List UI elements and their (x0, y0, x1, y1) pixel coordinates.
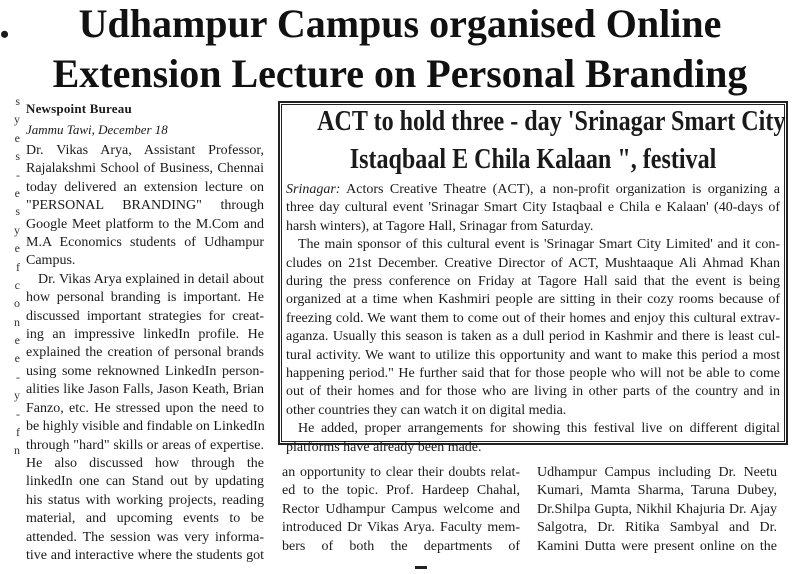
text-line: during the press conference on Friday at Tagore Hall said that the event is being (286, 274, 780, 290)
text-line: Dr. Vikas Arya, Assistant Professor, (26, 143, 264, 158)
gutter-fragment: y (14, 112, 20, 127)
byline-bureau: Newspoint Bureau (26, 101, 132, 116)
gutter-fragment: y (14, 388, 20, 403)
text-line: harsh winters), at Tagore Hall, Srinagar from Saturday. (286, 218, 594, 234)
text-line (286, 181, 780, 199)
page-fold-mark (415, 566, 427, 569)
text-line: "PERSONAL BRANDING" through (26, 198, 264, 214)
text-line: bers of both the departments of (282, 538, 520, 554)
text-line: Kumari, Mamta Sharma, Taruna Dubey, (537, 483, 777, 499)
gutter-fragment: e (14, 241, 20, 256)
gutter-fragment: e (14, 351, 20, 366)
text-line: The main sponsor of this cultural event is 'Srinagar Smart City Limited' and it con- (298, 237, 780, 253)
gutter-fragment: e (14, 185, 20, 200)
text-line: three day cultural event 'Srinagar Smart City Istaqbaal e Chila e Kalaan' (40-days of (286, 200, 780, 216)
text-line: discussed important strategies for creat- (26, 308, 264, 324)
text-line: other countries they can watch it on digital media. (286, 402, 567, 418)
boxed-article-title-line-2: Istaqbaal E Chila Kalaan ", festival (349, 144, 717, 175)
gutter-fragment: f (16, 425, 20, 440)
article-column-3 (537, 464, 777, 556)
text-line: ing an impressive linkedIn profile. He (26, 327, 264, 343)
gutter-fragment: e (14, 333, 20, 348)
text-line: linkedIn one can Stand out by updating (26, 474, 264, 490)
text-line: material, and upcoming events to be (26, 511, 264, 527)
text-line: Salgotra, Dr. Ritika Sambyal and Dr. (537, 520, 777, 536)
text-line: platforms have already been made. (286, 439, 482, 455)
text-fragment: Actors Creative Theatre (ACT), a non-profit organization is organizing a (340, 182, 780, 197)
text-line: happening period." He further said that for those people who will not be able to come (286, 366, 780, 382)
gutter-fragment: n (14, 314, 20, 329)
gutter-fragment: - (16, 369, 20, 384)
text-line: He also discussed how through the (26, 455, 264, 471)
gutter-fragment: o (14, 296, 20, 311)
text-line: He added, proper arrangements for showing this festival live on different digital (298, 421, 780, 437)
gutter-fragment: - (16, 406, 20, 421)
gutter-fragment: s (15, 149, 20, 164)
gutter-fragment: s (15, 204, 20, 219)
text-line: organized at a time when Kashmiri people are sitting in their cozy rooms because of (286, 292, 780, 308)
text-line: freezing cold. We want them to come out of their homes and enjoy this cultural extrav- (286, 310, 780, 326)
text-line: M.A Economics students of Udhampur (26, 235, 264, 251)
text-line: Dr.Shilpa Gupta, Nikhil Khajuria Dr. Ajay (537, 501, 777, 517)
left-gutter-fragments (0, 92, 20, 460)
text-line: explained the creation of personal brands (26, 345, 264, 361)
text-line: Rector Udhampur Campus welcome and (282, 501, 520, 517)
dateline: Jammu Tawi, December 18 (26, 122, 168, 137)
text-line: Udhampur Campus including Dr. Neetu (537, 465, 777, 480)
text-line: using some reknowned LinkedIn person- (26, 363, 264, 379)
text-line: Google Meet platform to the M.Com and (26, 216, 264, 232)
headline-line-1: Udhampur Campus organised Online (78, 1, 722, 46)
bullet-mark: • (0, 20, 10, 49)
text-line: tive and interactive where the students got (26, 547, 264, 563)
gutter-fragment: e (14, 130, 20, 145)
article-column-2 (282, 464, 520, 556)
text-line: cludes on 21st December. Creative Director of ACT, Mushtaaque Ali Ahmad Khan (286, 255, 780, 271)
text-line: how personal branding is important. He (26, 290, 264, 306)
text-line: today delivered an extension lecture on (26, 179, 264, 195)
text-line: Campus. (26, 253, 76, 269)
text-line: out of their homes and for those who are living in other parts of the country and in (286, 384, 780, 400)
gutter-fragment: - (16, 167, 20, 182)
text-line: ed to the topic. Prof. Hardeep Chahal, (282, 483, 520, 499)
text-line: alities like Jason Falls, Jason Keath, Brian (26, 382, 264, 398)
text-line: be highly visible and findable on LinkedIn (26, 419, 265, 435)
text-line: attended. The session was very informa- (26, 529, 264, 545)
text-line: introduced Dr Vikas Arya. Faculty mem- (282, 520, 520, 536)
text-line: Fanzo, etc. He stressed upon the need to (26, 400, 264, 416)
gutter-fragment: y (14, 222, 20, 237)
gutter-fragment: f (16, 259, 20, 274)
boxed-article-title-line-1: ACT to hold three - day 'Srinagar Smart City (317, 106, 786, 137)
text-line: Kamini Dutta were present online on the (537, 538, 777, 554)
boxed-dateline: Srinagar: (286, 182, 341, 197)
text-line: his status with working projects, reading (26, 492, 264, 508)
article-column-1 (26, 142, 264, 565)
gutter-fragment: s (15, 94, 20, 108)
text-line: through "hard" skills or areas of expertise. (26, 437, 264, 453)
gutter-fragment: n (14, 443, 20, 458)
boxed-article-body (286, 181, 780, 457)
text-line: Dr. Vikas Arya explained in detail about (38, 271, 264, 287)
text-line: tural activity. We want to utilize this opportunity and want to make this period a most (286, 347, 780, 363)
text-line: Rajalakshmi School of Business, Chennai (26, 161, 264, 177)
text-line: aganza. Usually this season is taken as a dull period in Kashmir and there is least cul- (286, 329, 780, 345)
gutter-fragment: c (14, 277, 20, 292)
headline-line-2: Extension Lecture on Personal Branding (52, 51, 748, 96)
text-line: an opportunity to clear their doubts relat- (282, 465, 520, 480)
